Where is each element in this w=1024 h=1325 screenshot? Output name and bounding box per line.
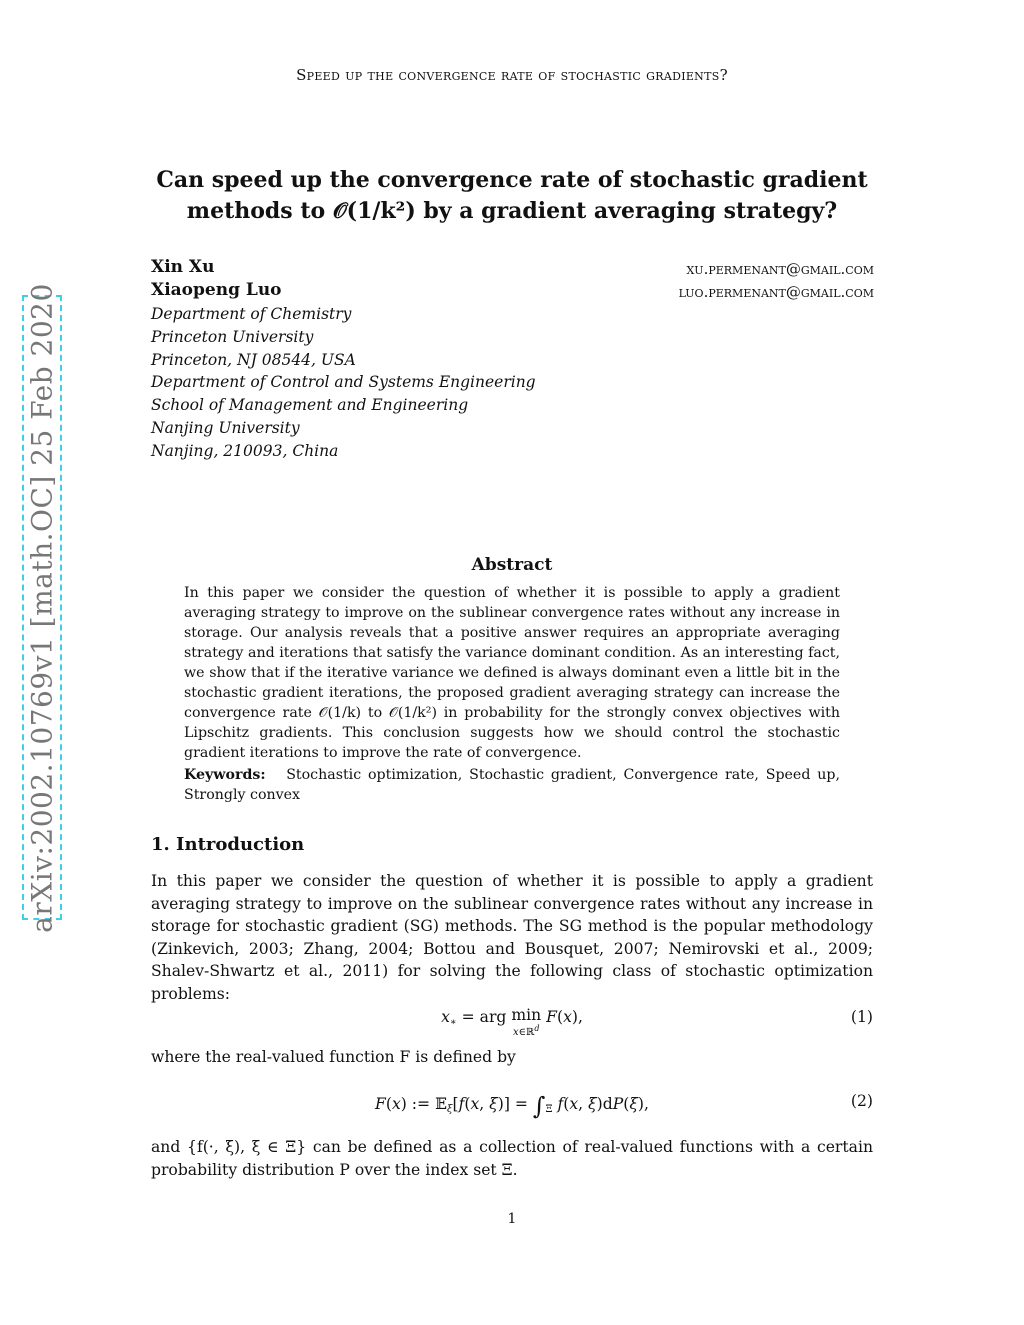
intro-paragraph: In this paper we consider the question of whether it is possible to apply a gradient averaging strategy to improve on the sublinear convergence rates without any increase in storage for stochastic gradient (SG) methods. The SG method is the popular methodology (Zinkevich, 2003; Zhang, 2004; Bottou and Bousquet, 2007; Nemirovski et al., 2009; Shalev-Shwartz et al., 2011) for solving the following class of stochastic optimization problems: [151, 872, 873, 1003]
page-number: 1 [507, 1211, 517, 1227]
affiliations [151, 303, 536, 463]
author-name: Xin Xu [151, 257, 215, 277]
affiliation-line: Princeton, NJ 08544, USA [151, 350, 356, 369]
title-line-2: methods to 𝒪(1/k²) by a gradient averaging strategy? [186, 198, 838, 224]
abstract-heading: Abstract [471, 555, 553, 575]
equation-1-formula: $x_∗$ = arg min x∈ℝ$^d$ F(x), [441, 1006, 583, 1038]
abstract-text: In this paper we consider the question of whether it is possible to apply a gradient averaging strategy to improve on the sublinear convergence rates without any increase in storage. Our analysis reveals that a positive answer requires an appropriate averaging strategy and iterations that satisfy the variance dominant condition. As an interesting fact, we show that if the iterative variance we defined is always dominant even a little bit in the stochastic gradient iterations, the proposed gradient averaging strategy can increase the convergence rate 𝒪(1/k) to 𝒪(1/k²) in probability for the strongly convex objectives with Lipschitz gradients. This conclusion suggests how we should control the stochastic gradient iterations to improve the rate of convergence. [184, 585, 840, 761]
paper-title [150, 165, 874, 227]
affiliation-line: Princeton University [151, 327, 314, 346]
intro-paragraph: where the real-valued function F is defined by [151, 1048, 516, 1066]
equation-1-number: (1) [850, 1008, 873, 1026]
equation-2 [151, 1092, 873, 1122]
running-head: Speed up the convergence rate of stochastic gradients? [296, 66, 728, 84]
abstract-body [184, 583, 840, 805]
equation-2-number: (2) [850, 1092, 873, 1110]
equation-2-formula: F(x) := 𝔼$_\xi$[f(x, $\xi)] = \int_\Xi$ f(x, ξ)dP(ξ), [375, 1092, 649, 1120]
arxiv-identifier[interactable]: arXiv:2002.10769v1 [math.OC] 25 Feb 2020 [25, 282, 59, 933]
affiliation-line: Department of Chemistry [151, 305, 352, 323]
affiliation-line: School of Management and Engineering [151, 396, 469, 415]
keywords [184, 765, 840, 805]
affiliation-line: Nanjing University [151, 418, 300, 437]
section-heading: 1. Introduction [151, 834, 305, 855]
arxiv-stamp [22, 282, 62, 933]
title-line-1: Can speed up the convergence rate of stochastic gradient [156, 167, 868, 193]
equation-1 [151, 1008, 873, 1038]
intro-paragraph: and {f(·, ξ), ξ ∈ Ξ} can be defined as a collection of real-valued functions with a certain probability distribution P over the index set Ξ. [151, 1138, 873, 1179]
affiliation-line: Nanjing, 210093, China [151, 441, 339, 460]
author-name: Xiaopeng Luo [151, 280, 282, 300]
author-email[interactable]: xu.permenant@gmail.com [686, 260, 874, 278]
author-email[interactable]: luo.permenant@gmail.com [678, 283, 874, 301]
keywords-label: Keywords: [184, 767, 266, 783]
affiliation-line: Department of Control and Systems Engineering [151, 373, 536, 392]
keywords-list: Stochastic optimization, Stochastic gradient, Convergence rate, Speed up, Strongly convex [184, 767, 840, 803]
